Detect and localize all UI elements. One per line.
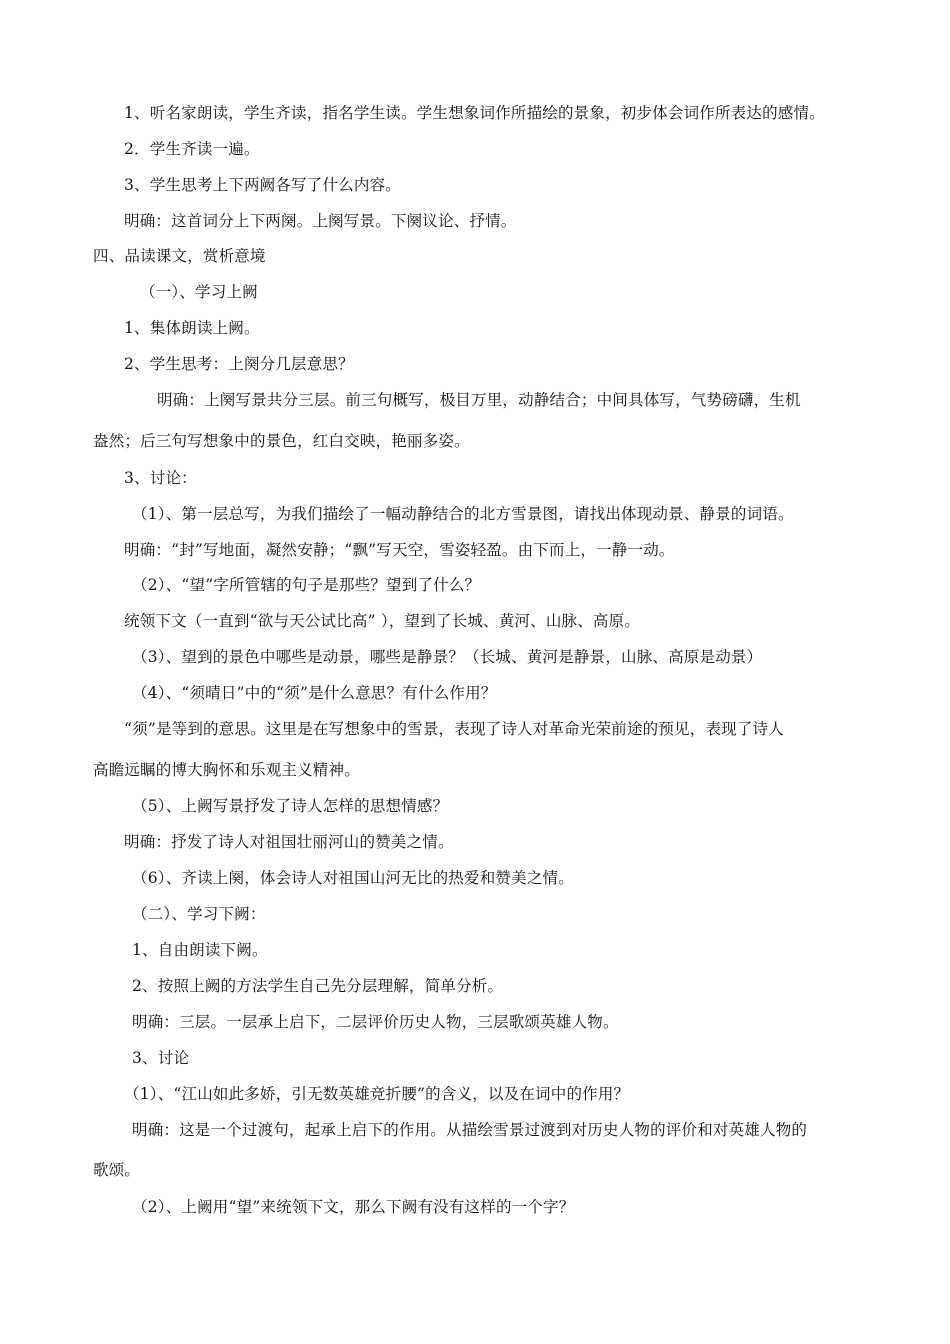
paragraph-line: 明确：“封”写地面，凝然安静；“飘”写天空，雪姿轻盈。由下而上，一静一动。	[124, 541, 675, 559]
paragraph-line: 明确：抒发了诗人对祖国壮丽河山的赞美之情。	[124, 833, 454, 851]
paragraph-line: （3）、望到的景色中哪些是动景，哪些是静景？（长城、黄河是静景，山脉、高原是动景）	[132, 648, 763, 666]
paragraph-line: （1）、“江山如此多娇，引无数英雄竞折腰”的含义，以及在词中的作用？	[124, 1085, 630, 1103]
paragraph-line: 1、集体朗读上阙。	[124, 319, 260, 337]
section-heading: 四、品读课文，赏析意境	[93, 247, 266, 265]
paragraph-line: 明确：三层。一层承上启下，二层评价历史人物，三层歌颂英雄人物。	[132, 1013, 619, 1031]
paragraph-line: （2）、“望”字所管辖的句子是那些？望到了什么？	[132, 576, 481, 594]
paragraph-line: 明确：这首词分上下两阕。上阕写景。下阕议论、抒情。	[124, 212, 517, 230]
paragraph-line: （6）、齐读上阕，体会诗人对祖国山河无比的热爱和赞美之情。	[132, 869, 574, 887]
paragraph-line: （4）、“须晴日”中的“须”是什么意思？有什么作用？	[132, 684, 497, 702]
paragraph-line: 2、学生思考：上阕分几层意思？	[124, 355, 354, 373]
paragraph-line: 高瞻远瞩的博大胸怀和乐观主义精神。	[93, 761, 360, 779]
paragraph-line: “须”是等到的意思。这里是在写想象中的雪景，表现了诗人对革命光荣前途的预见，表现了诗人	[124, 720, 784, 738]
paragraph-line: 1、自由朗读下阙。	[132, 941, 268, 959]
paragraph-line: 明确：上阕写景共分三层。前三句概写，极目万里，动静结合；中间具体写，气势磅礴，生机	[157, 391, 801, 409]
paragraph-line: 1、听名家朗读，学生齐读，指名学生读。学生想象词作所描绘的景象，初步体会词作所表达的感情。	[124, 104, 825, 122]
paragraph-line: 统领下文（一直到“欲与天公试比高” ），望到了长城、黄河、山脉、高原。	[124, 612, 641, 630]
paragraph-line: （5）、上阙写景抒发了诗人怎样的思想情感？	[132, 797, 449, 815]
paragraph-line: （2）、上阙用“望”来统领下文，那么下阙有没有这样的一个字？	[132, 1198, 575, 1216]
paragraph-line: 3、学生思考上下两阙各写了什么内容。	[124, 176, 401, 194]
subsection-heading: （一）、学习上阙	[140, 283, 258, 301]
paragraph-line: 3、讨论：	[124, 469, 197, 487]
paragraph-line: 明确：这是一个过渡句，起承上启下的作用。从描绘雪景过渡到对历史人物的评价和对英雄人物的	[132, 1121, 808, 1139]
paragraph-line: 2、按照上阙的方法学生自己先分层理解，简单分析。	[132, 977, 504, 995]
paragraph-line: 3、讨论	[132, 1049, 190, 1067]
paragraph-line: （1）、第一层总写，为我们描绘了一幅动静结合的北方雪景图，请找出体现动景、静景的词语。	[132, 505, 794, 523]
paragraph-line: 盎然；后三句写想象中的景色，红白交映，艳丽多姿。	[93, 432, 470, 450]
subsection-heading: （二）、学习下阙：	[132, 905, 266, 923]
paragraph-line: 歌颂。	[93, 1161, 141, 1179]
paragraph-line: 2．学生齐读一遍。	[124, 140, 260, 158]
